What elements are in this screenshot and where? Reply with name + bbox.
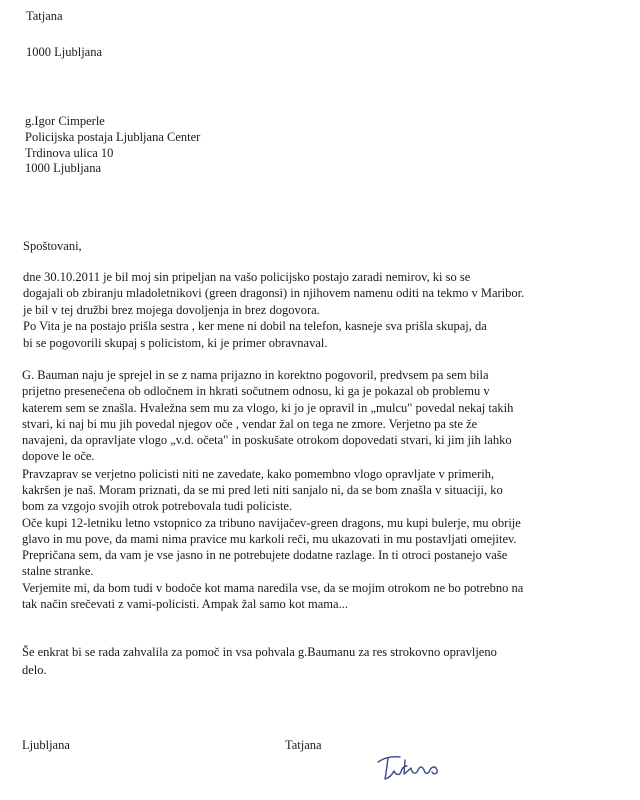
- paragraph2-line: navajeni, da opravljate vlogo „v.d. očeta" in poskušate otrokom dopovedati stvari, ki jim jih lahko: [22, 433, 512, 447]
- paragraph1-line: je bil v tej družbi brez mojega dovoljenja in brez dogovora.: [23, 303, 320, 317]
- paragraph2-line: katerem sem se znašla. Hvaležna sem mu za vlogo, ki jo je opravil in „mulcu" povedal nekaj takih: [22, 401, 514, 415]
- recipient-street: Trdinova ulica 10: [25, 146, 114, 160]
- recipient-name: g.Igor Cimperle: [25, 114, 105, 128]
- paragraph3-line: Pravzaprav se verjetno policisti niti ne zavedate, kako pomembno vlogo opravljate v primerih,: [22, 467, 495, 481]
- recipient-city: 1000 Ljubljana: [25, 161, 102, 175]
- signature-stroke: [378, 757, 437, 779]
- paragraph1-line: bi se pogovorili skupaj s policistom, ki je primer obravnaval.: [23, 336, 328, 350]
- handwritten-signature: [374, 748, 444, 782]
- paragraph2-line: prijetno presenečena ob odločnem in hkrati sočutnem odnosu, ki ga je pokazal ob problemu v: [22, 384, 490, 398]
- paragraph3-line: tak način srečevati z vami-policisti. Ampak žal samo kot mama...: [22, 597, 348, 611]
- paragraph2-line: stvari, ki naj bi mu jih povedal njegov oče , vendar žal on tega ne zmore. Verjetno pa ste že: [22, 417, 478, 431]
- paragraph3-line: bom za vzgojo svojih otrok potrebovala tudi policiste.: [22, 499, 293, 513]
- paragraph3-line: Verjemite mi, da bom tudi v bodoče kot mama naredila vse, da se mojim otrokom ne bo potrebno na: [22, 581, 524, 595]
- paragraph2-line: dopove le oče.: [22, 449, 95, 463]
- footer-signer: Tatjana: [285, 738, 322, 752]
- recipient-institution: Policijska postaja Ljubljana Center: [25, 130, 201, 144]
- paragraph3-line: kakršen je naš. Moram priznati, da se mi pred leti niti sanjalo ni, da se bom znašla v situaciji, ko: [22, 483, 503, 497]
- paragraph1-line: dne 30.10.2011 je bil moj sin pripeljan na vašo policijsko postajo zaradi nemirov, ki so se: [23, 270, 471, 284]
- closing-line: Še enkrat bi se rada zahvalila za pomoč in vsa pohvala g.Baumanu za res strokovno opravljeno: [22, 645, 497, 659]
- closing-line: delo.: [22, 663, 47, 677]
- paragraph3-line: Oče kupi 12-letniku letno vstopnico za tribuno navijačev-green dragons, mu kupi bulerje, mu obrije: [22, 516, 521, 530]
- paragraph3-line: Prepričana sem, da vam je vse jasno in ne potrebujete dodatne razlage. In ti otroci postanejo vaše: [22, 548, 508, 562]
- sender-city: 1000 Ljubljana: [26, 45, 103, 59]
- paragraph3-line: stalne stranke.: [22, 564, 94, 578]
- sender-name: Tatjana: [26, 9, 63, 23]
- paragraph1-line: dogajali ob zbiranju mladoletnikovi (green dragonsi) in njihovem namenu oditi na tekmo v Maribor.: [23, 286, 525, 300]
- paragraph1-line: Po Vita je na postajo prišla sestra , ker mene ni dobil na telefon, kasneje sva prišla skupaj, da: [23, 319, 487, 333]
- footer-place: Ljubljana: [22, 738, 70, 752]
- paragraph2-line: G. Bauman naju je sprejel in se z nama prijazno in korektno pogovoril, predvsem pa sem bila: [22, 368, 489, 382]
- salutation: Spoštovani,: [23, 239, 82, 253]
- paragraph3-line: glavo in mu pove, da mami nima pravice mu karkoli reči, mu ukazovati in mu postavljati omejitev.: [22, 532, 517, 546]
